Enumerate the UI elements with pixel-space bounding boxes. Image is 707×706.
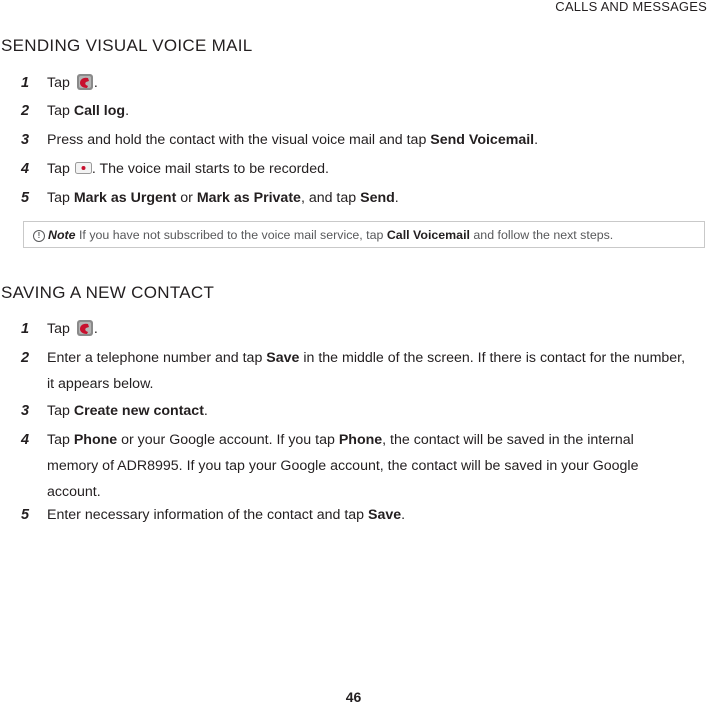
step-text: Tap Phone or your Google account. If you tap Phone, the contact will be saved in the internal memory of ADR8995. If you tap your Google account, the contact will be saved in your Google account.: [47, 432, 639, 500]
ui-label-save: Save: [266, 350, 300, 366]
step-text: Tap Call log.: [47, 103, 130, 119]
step-text: Tap . The voice mail starts to be recorded.: [47, 161, 329, 177]
note-label: Note: [48, 228, 76, 242]
step-number: 4: [21, 432, 30, 448]
step-number: 2: [21, 350, 30, 366]
step-number: 5: [21, 190, 30, 206]
step-text: Tap Mark as Urgent or Mark as Private, and tap Send.: [47, 190, 399, 206]
step-text: Enter necessary information of the contact and tap Save.: [47, 507, 406, 523]
ui-label-create-new-contact: Create new contact: [73, 403, 204, 419]
step-number: 1: [21, 75, 30, 91]
step-number: 5: [21, 507, 30, 523]
step-number: 2: [21, 103, 30, 119]
ui-label-call-voicemail: Call Voicemail: [386, 228, 470, 242]
running-header: CALLS AND MESSAGES: [555, 0, 707, 14]
step-text: Tap Create new contact.: [47, 403, 208, 419]
info-icon: !: [33, 230, 45, 242]
ui-label-call-log: Call log: [73, 103, 126, 119]
note-box: ! Note If you have not subscribed to the voice mail service, tap Call Voicemail and follow the next steps.: [23, 221, 705, 248]
page-number: 46: [345, 689, 362, 705]
step-number: 3: [21, 403, 30, 419]
step-number: 3: [21, 132, 30, 148]
step-number: 1: [21, 321, 30, 337]
ui-label-mark-as-urgent: Mark as Urgent: [73, 190, 177, 206]
record-icon[interactable]: [75, 162, 92, 174]
phone-app-icon[interactable]: [76, 73, 94, 91]
ui-label-save: Save: [367, 507, 402, 523]
step-text: Press and hold the contact with the visual voice mail and tap Send Voicemail.: [47, 132, 539, 148]
step-number: 4: [21, 161, 30, 177]
ui-label-send-voicemail: Send Voicemail: [430, 132, 535, 148]
phone-app-icon[interactable]: [76, 319, 94, 337]
step-text: Tap .: [47, 321, 98, 337]
ui-label-mark-as-private: Mark as Private: [196, 190, 301, 206]
section-title-saving-new-contact: SAVING A NEW CONTACT: [1, 283, 215, 302]
ui-label-phone: Phone: [338, 432, 383, 448]
step-text: Enter a telephone number and tap Save in the middle of the screen. If there is contact for the number, it appears below.: [47, 350, 686, 392]
section-title-sending-voice-mail: SENDING VISUAL VOICE MAIL: [1, 36, 253, 55]
step-text: Tap .: [47, 75, 98, 91]
ui-label-phone: Phone: [73, 432, 118, 448]
ui-label-send: Send: [360, 190, 395, 206]
